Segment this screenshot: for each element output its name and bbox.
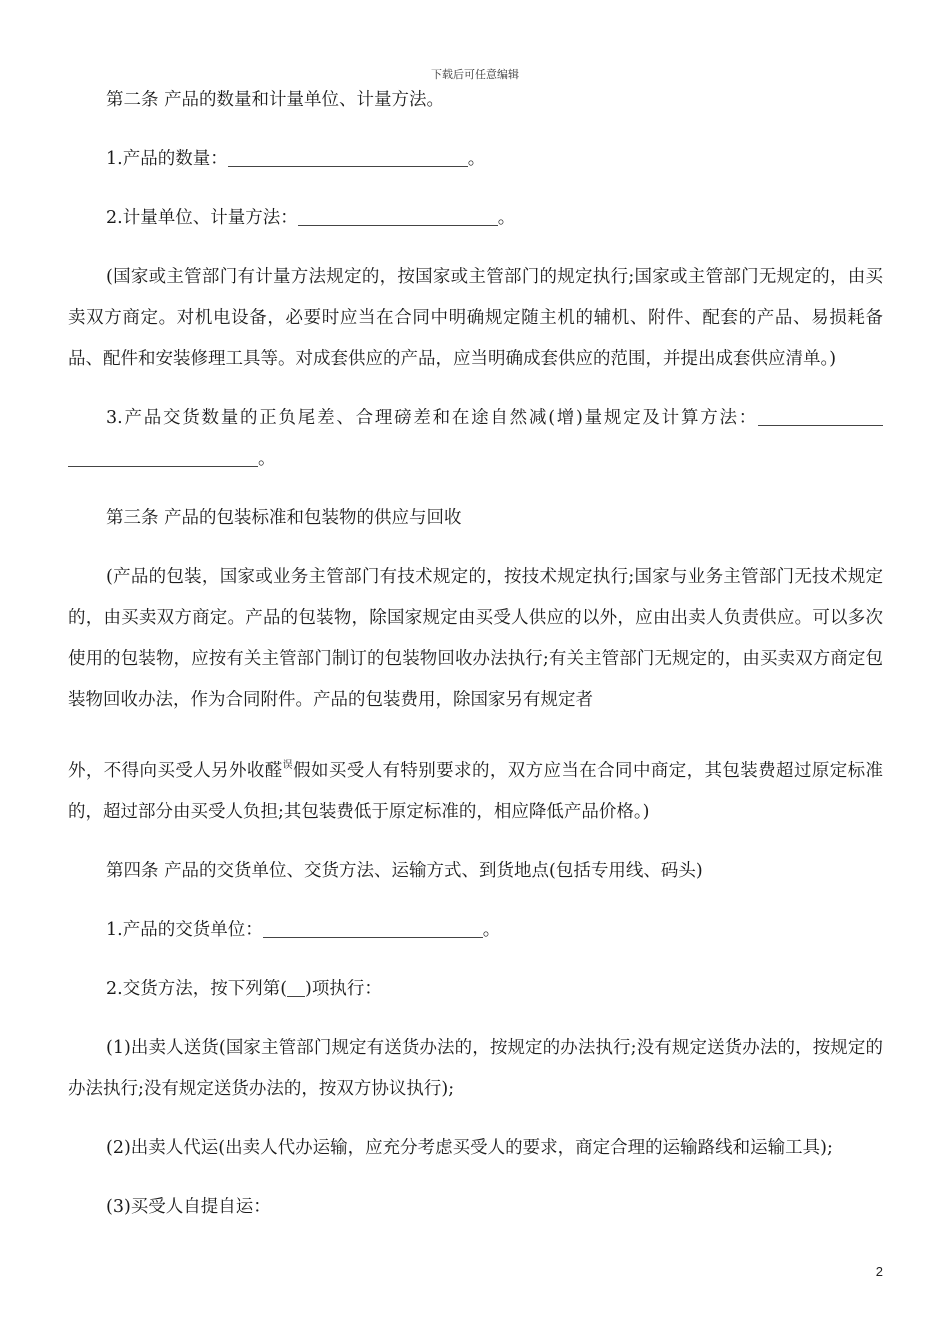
- article-4-option-1: (1)出卖人送货(国家主管部门规定有送货办法的，按规定的办法执行;没有规定送货办法的，按规定的办法执行;没有规定送货办法的，按双方协议执行);: [68, 1038, 883, 1099]
- page-number: 2: [875, 1264, 883, 1279]
- header-note: 下载后可任意编辑: [431, 68, 519, 81]
- period: 。: [497, 208, 516, 228]
- document-body: [68, 80, 883, 1228]
- article-2-item-2: [68, 198, 883, 239]
- fill-blank-option-number[interactable]: [287, 978, 305, 997]
- item-label: 1.产品的交货单位：: [106, 920, 263, 940]
- article-4-title: 第四条 产品的交货单位、交货方法、运输方式、到货地点(包括专用线、码头): [106, 861, 703, 881]
- fill-blank-tolerance-line-2[interactable]: [68, 448, 258, 467]
- period: 。: [258, 449, 276, 469]
- article-2-item-1: [68, 139, 883, 180]
- item-label: 3.产品交货数量的正负尾差、合理磅差和在途自然减(增)量规定及计算方法：: [106, 408, 758, 428]
- item-label: 2.交货方法，按下列第(: [106, 979, 288, 999]
- article-2-note: (国家或主管部门有计量方法规定的，按国家或主管部门的规定执行;国家或主管部门无规定的，由买卖双方商定。对机电设备，必要时应当在合同中明确规定随主机的辅机、附件、配套的产品、易损耗备品、配件和安装修理工具等。对成套供应的产品，应当明确成套供应的范围，并提出成套供应清单。): [68, 267, 883, 369]
- article-4-option-3: (3)买受人自提自运：: [106, 1197, 271, 1217]
- article-2-item-3: [68, 398, 883, 480]
- article-4-item-2: [68, 969, 883, 1010]
- item-label-end: )项执行：: [305, 979, 382, 999]
- article-3-note-part-2: [68, 745, 883, 833]
- item-label: 2.计量单位、计量方法：: [106, 208, 298, 228]
- article-4-option-2: (2)出卖人代运(出卖人代办运输，应充分考虑买受人的要求，商定合理的运输路线和运输工具);: [106, 1138, 833, 1158]
- note-text: 外，不得向买受人另外收醛: [68, 761, 283, 781]
- article-2-title: 第二条 产品的数量和计量单位、计量方法。: [106, 90, 445, 110]
- fill-blank-measure-method[interactable]: [298, 207, 498, 226]
- typo-mark: 误: [282, 760, 294, 771]
- article-3-title: 第三条 产品的包装标准和包装物的供应与回收: [106, 508, 462, 528]
- article-3-note-part-1: (产品的包装，国家或业务主管部门有技术规定的，按技术规定执行;国家与业务主管部门无技术规定的，由买卖双方商定。产品的包装物，除国家规定由买受人供应的以外，应由出卖人负责供应。可以多次使用的包装物，应按有关主管部门制订的包装物回收办法执行;有关主管部门无规定的，由买卖双方商定包装物回收办法，作为合同附件。产品的包装费用，除国家另有规定者: [68, 567, 883, 710]
- article-4-item-1: [68, 910, 883, 951]
- item-label: 1.产品的数量：: [106, 149, 228, 169]
- period: 。: [482, 920, 501, 940]
- fill-blank-delivery-unit[interactable]: [263, 919, 483, 938]
- period: 。: [467, 149, 486, 169]
- fill-blank-tolerance-line-1[interactable]: [758, 407, 883, 426]
- fill-blank-quantity[interactable]: [228, 148, 468, 167]
- note-text: 假如买受人有特别要求的，双方应当在合同中商定，其包装费超过原定标准的，超过部分由买受人负担;其包装费低于原定标准的，相应降低产品价格。): [68, 761, 884, 822]
